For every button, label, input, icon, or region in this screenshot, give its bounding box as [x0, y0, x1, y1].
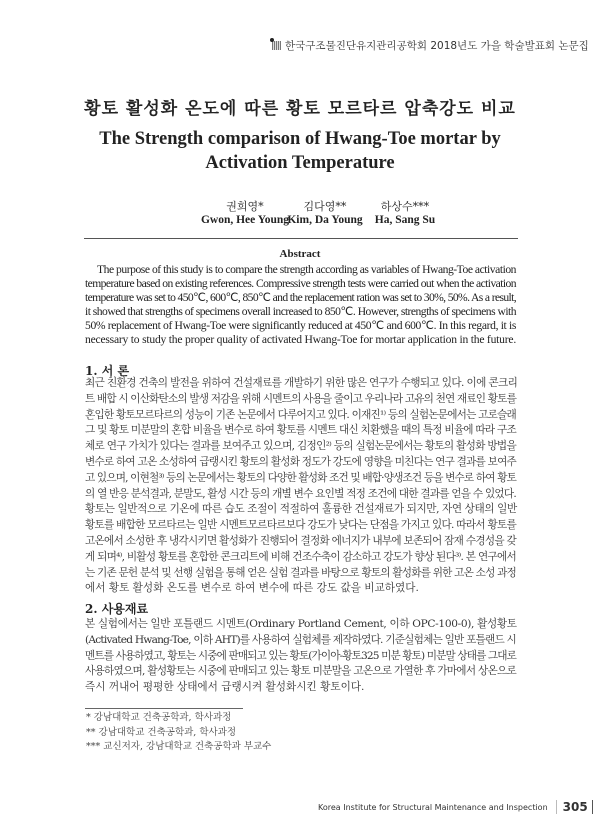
text-line: 게 되며⁴⁾, 비활성 황토를 혼합한 콘크리트에 비해 건조수축이 감소하고 강도가 향상 된다³⁾. 본 연구에서 [85, 550, 516, 563]
author-english-name: Ha, Sang Su [374, 214, 436, 226]
section-materials-body [85, 617, 517, 696]
text-line: 멘트를 사용하였고, 황토는 시중에 판매되고 있는 황토(가이아-황토325 미분 황토) 미분말 상태를 그대로 [85, 649, 516, 662]
author-3 [355, 198, 455, 230]
page-footer [318, 800, 593, 814]
text-line: 고온에서 소성한 후 냉각시키면 활성화가 진행되어 결정화 에너지가 내부에 보존되어 잠재 수경성을 갖 [85, 534, 516, 547]
section-heading-introduction: 1. 서 론 [85, 364, 130, 378]
divider [84, 238, 518, 239]
text-line: 사용하였으며, 활성황토는 시중에 판매되고 있는 황토 미분말을 고온으로 가열한 후 가마에서 상온으로 [85, 665, 516, 678]
journal-name: 한국구조물진단유지관리공학회 2018년도 가을 학술발표회 논문집 [285, 40, 589, 52]
text-line: 최근 친환경 건축의 발전을 위하여 건설재료를 개발하기 위한 많은 연구가 수행되고 있다. 이에 콘크리 [85, 377, 518, 389]
page-number: 305 [556, 800, 593, 814]
footnote-divider [85, 708, 243, 709]
text-line: (Activated Hwang-Toe, 이하 AHT)를 사용하여 실험체를 제작하였다. 기준실험체는 일반 포틀랜드 시 [85, 633, 516, 646]
abstract-body [85, 263, 517, 347]
footnote: *** 교신저자, 강남대학교 건축공학과 부교수 [86, 741, 272, 752]
footnotes [86, 711, 271, 755]
text-line: The purpose of this study is to compare the strength according as variables of Hwang-Toe activation [97, 263, 516, 276]
text-line: 혼입한 황토모르타르의 성능이 기존 논문에서 다루어지고 있다. 이재진¹⁾ 등의 실험논문에서는 고로슬래 [85, 408, 516, 421]
text-line: 의 열 반응 분석결과, 분말도, 활성 시간 등의 개별 변수 요인별 적정 조건에 대한 결과를 얻을 수 있었다. [85, 487, 516, 500]
text-line: 즉시 꺼내어 평평한 상태에서 급랭시켜 활성화시킨 황토이다. [85, 681, 365, 694]
footnote: * 강남대학교 건축공학과, 학사과정 [86, 712, 232, 723]
running-header [272, 38, 589, 53]
author-korean-name: 김다영** [303, 200, 347, 213]
abstract-heading: Abstract [279, 248, 321, 260]
footnote: ** 강남대학교 건축공학과, 학사과정 [86, 726, 237, 738]
section-heading-materials: 2. 사용재료 [85, 602, 149, 616]
author-korean-name: 하상수*** [380, 200, 430, 213]
text-line: 고 있으며, 이현철³⁾ 등의 논문에서는 황토의 다양한 활성화 조건 및 배합·양생조건 등을 변수로 하여 황토 [85, 471, 516, 484]
text-line: 그 및 황토 미분말의 혼합 비율을 변수로 하여 황토를 시멘트 대신 치환했을 때의 특정 비율에 따라 구조 [85, 424, 516, 437]
text-line: 변수로 하여 고온 소성하여 급랭시킨 황토의 활성화 정도가 강도에 영향을 미친다는 연구 결과를 보여주 [85, 455, 516, 468]
english-title: The Strength comparison of Hwang-Toe mortar by Activation Temperature [99, 129, 501, 173]
text-line: 황토는 일반적으로 기온에 따른 습도 조절이 적절하여 훌륭한 건설재료가 되지만, 자연 상태의 일반 [85, 503, 517, 516]
text-line: 50% replacement of Hwang-Toe were significantly reduced at 450℃ and 600℃. In this regard, it is [85, 319, 516, 332]
text-line: it showed that strengths of specimens overall increased to 850℃. However, strengths of specimens with [85, 305, 517, 318]
korean-title: 황토 활성화 온도에 따른 황토 모르타르 압축강도 비교 [84, 99, 516, 119]
text-line: necessary to study the proper quality of activated Hwang-Toe for mortar application in the future. [85, 333, 517, 346]
text-line: temperature based on existing references. Compressive strength tests were carried out when the activation [85, 277, 516, 290]
text-line: 트 배합 시 이산화탄소의 발생 저감을 위해 시멘트의 사용을 줄이고 우리나라 고유의 천연 재료인 황토를 [85, 392, 516, 405]
text-line: temperature was set to 450℃, 600℃, 850℃ and the replacement ration was set to 30%, 50%. As a result, [85, 291, 516, 304]
text-line: 황토를 배합한 모르타르는 일반 시멘트모르타르보다 강도가 낮다는 단점을 가지고 있다. 따라서 황토를 [85, 519, 516, 532]
author-english-name: Kim, Da Young [287, 214, 363, 226]
text-line: 체로 연구 가치가 있다는 결과를 보여주고 있으며, 김정인²⁾ 등의 실험논문에서는 황토의 활성화 방법을 [85, 440, 516, 453]
text-line: 에서 황토 활성화 온도를 변수로 하여 변수에 따른 강도 값을 비교하였다. [85, 582, 419, 595]
journal-logo-icon [272, 41, 281, 50]
text-line: 는 기존 문헌 분석 및 선행 실험을 통해 얻은 실험 결과를 바탕으로 황토의 활성화를 위한 고온 소성 과정 [85, 566, 516, 579]
section-introduction-body [85, 376, 517, 597]
author-english-name: Gwon, Hee Young [200, 214, 290, 226]
footer-institute: Korea Institute for Structural Maintenance and Inspection [318, 802, 548, 812]
text-line: 본 실험에서는 일반 포틀랜드 시멘트(Ordinary Portland Cement, 이하 OPC-100-0), 활성황토 [85, 618, 517, 630]
author-korean-name: 권희영* [226, 200, 264, 213]
